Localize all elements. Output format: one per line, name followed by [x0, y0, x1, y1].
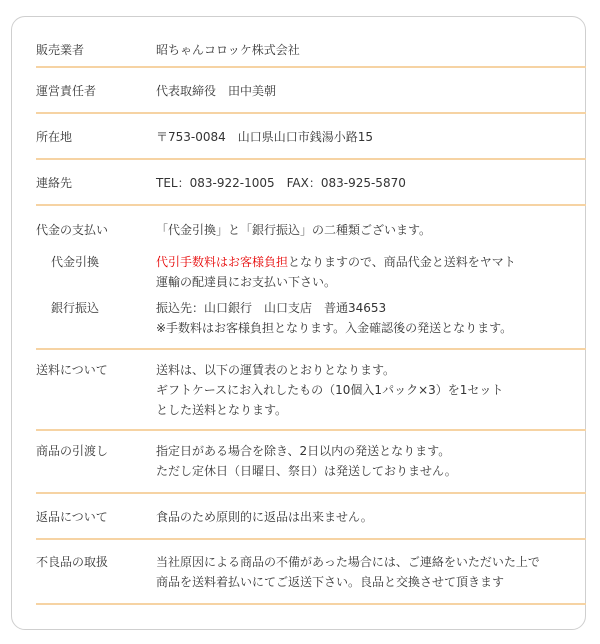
bank-line1: 振込先：山口銀行 山口支店 普通34653 — [156, 301, 387, 315]
defects-line1: 当社原因による商品の不備があった場合には、ご連絡をいただいた上で — [156, 555, 540, 569]
seller-label: 販売業者 — [36, 43, 85, 57]
defects-label: 不良品の取扱 — [36, 555, 109, 569]
cod-fee-notice: 代引手数料はお客様負担 — [156, 255, 289, 269]
payment-value: 「代金引換」と「銀行振込」の二種類ございます。 — [156, 223, 432, 237]
cod-label: 代金引換 — [51, 255, 100, 269]
separator — [36, 158, 586, 160]
separator — [36, 348, 586, 350]
returns-label: 返品について — [36, 510, 108, 524]
shipping-label: 送料について — [36, 363, 108, 377]
delivery-label: 商品の引渡し — [36, 444, 109, 458]
bank-label: 銀行振込 — [51, 301, 100, 315]
separator — [36, 538, 586, 540]
cod-line2: 運輸の配達員にお支払い下さい。 — [156, 275, 337, 289]
shipping-line2: ギフトケースにお入れしたもの（10個入1パック×3）を1セット — [156, 383, 504, 397]
separator — [36, 112, 586, 114]
separator — [36, 66, 586, 68]
defects-line2: 商品を送料着払いにてご返送下さい。良品と交換させて頂きます — [156, 575, 505, 589]
address-label: 所在地 — [36, 130, 73, 144]
address-value: 〒753-0084 山口県山口市銭湯小路15 — [156, 130, 374, 144]
shipping-line1: 送料は、以下の運賃表のとおりとなります。 — [156, 363, 396, 377]
manager-value: 代表取締役 田中美朝 — [156, 84, 277, 98]
seller-value: 昭ちゃんコロッケ株式会社 — [156, 43, 300, 57]
separator — [36, 429, 586, 431]
separator — [36, 204, 586, 206]
manager-label: 運営責任者 — [36, 84, 97, 98]
contact-label: 連絡先 — [36, 176, 73, 190]
delivery-line1: 指定日がある場合を除き、2日以内の発送となります。 — [156, 444, 451, 458]
returns-value: 食品のため原則的に返品は出来ません。 — [156, 510, 373, 524]
separator — [36, 603, 586, 605]
legal-info-card — [11, 16, 586, 630]
shipping-line3: とした送料となります。 — [156, 403, 288, 417]
bank-line2: ※手数料はお客様負担となります。入金確認後の発送となります。 — [156, 321, 513, 335]
cod-line1-rest: となりますので、商品代金と送料をヤマト — [288, 255, 516, 269]
delivery-line2: ただし定休日（日曜日、祭日）は発送しておりません。 — [156, 464, 457, 478]
cod-line1 — [156, 252, 586, 272]
payment-label: 代金の支払い — [36, 223, 109, 237]
separator — [36, 492, 586, 494]
contact-value: TEL：083-922-1005 FAX：083-925-5870 — [156, 176, 406, 190]
